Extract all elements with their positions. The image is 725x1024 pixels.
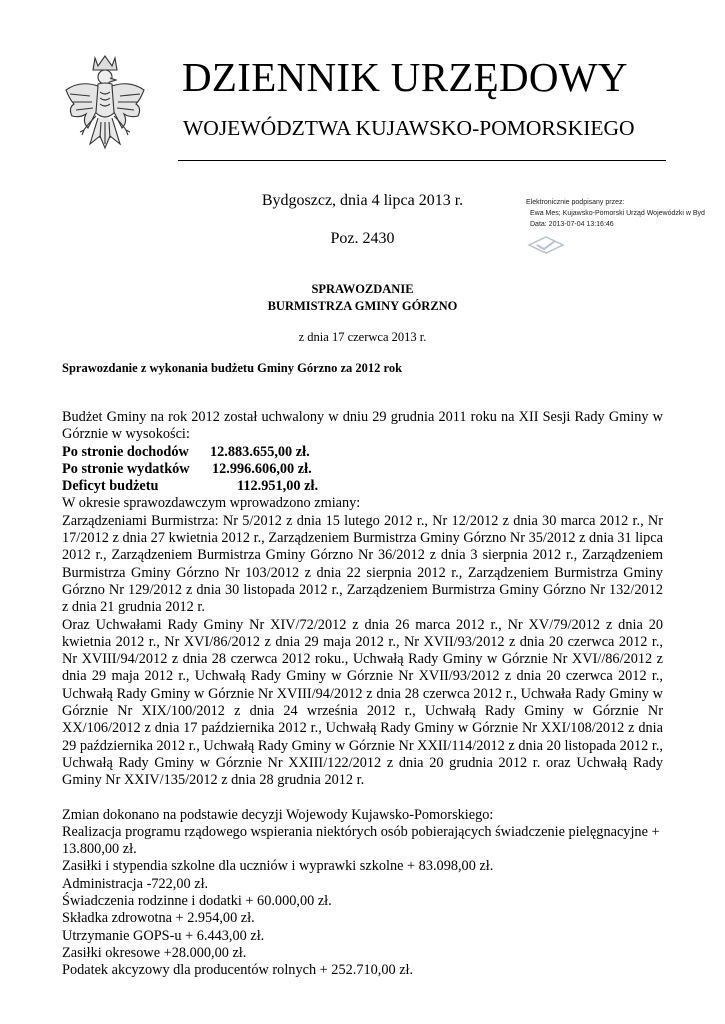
list-item: Zasiłki okresowe +28.000,00 zł. — [62, 944, 247, 961]
budget-label: Po stronie wydatków — [62, 460, 190, 477]
signature-date: Data: 2013-07-04 13:16:46 — [530, 221, 614, 228]
budget-row-income — [62, 444, 663, 461]
changes-intro: W okresie sprawozdawczym wprowadzono zmiany: — [62, 495, 361, 512]
budget-label: Po stronie dochodów — [62, 443, 189, 460]
coat-of-arms-emblem — [60, 52, 150, 164]
header-divider — [178, 160, 666, 161]
document-type-line1: SPRAWOZDANIE — [311, 282, 414, 296]
decision-list — [62, 807, 663, 980]
list-item: Podatek akcyzowy dla producentów rolnych + 252.710,00 zł. — [62, 962, 414, 979]
list-item: Administracja -722,00 zł. — [62, 875, 209, 892]
list-item: Świadczenia rodzinne i dodatki + 60.000,00 zł. — [62, 893, 332, 910]
signature-check-icon — [527, 235, 565, 255]
list-item: Zasiłki i stypendia szkolne dla uczniów i wyprawki szkolne + 83.098,00 zł. — [62, 858, 494, 875]
budget-value: 12.996.606,00 zł. — [212, 460, 312, 477]
signature-signer: Ewa Mes; Kujawsko-Pomorski Urząd Wojewódzki w Byd — [530, 210, 705, 217]
decision-intro: Zmian dokonano na podstawie decyzji Wojewody Kujawsko-Pomorskiego: — [62, 806, 494, 823]
paragraph-gap — [62, 790, 663, 807]
budget-label: Deficyt budżetu — [62, 478, 159, 495]
list-item: Składka zdrowotna + 2.954,00 zł. — [62, 910, 255, 927]
list-item: Utrzymanie GOPS-u + 6.443,00 zł. — [62, 927, 265, 944]
uchwaly-paragraph: Oraz Uchwałami Rady Gminy Nr XIV/72/2012 z dnia 26 marca 2012 r., Nr XV/79/2012 z dnia 20 kwietnia 2012 r., Nr XVI/86/2012 z dnia 29 maja 2012 r., Nr XVII/93/2012 z dnia 20 czerwca 2012 r., Nr XVIII/94/2012 z dnia 28 czerwca 2012 roku., Uchwałą Rady Gminy w Górznie Nr XVI//86/2012 z dnia 29 maja 2012 r., Uchwałą Rady Gminy w Górznie Nr XVII/93/2012 z dnia 20 czerwca 2012 r., Uchwałą Rady Gminy w Górznie Nr XVIII/94/2012 z dnia 28 czerwca 2012 r., Uchwała Rady Gminy w Górznie Nr XIX/100/2012 z dnia 24 września 2012 r., Uchwałą Rady Gminy w Górznie Nr XX/106/2012 z dnia 17 października 2012 r., Uchwałą Rady Gminy w Górznie Nr XXI/108/2012 z dnia 29 października 2012 r., Uchwałą Rady Gminy w Górznie Nr XXII/114/2012 z dnia 20 listopada 2012 r., Uchwałą Rady Gminy w Górznie Nr XXIII/122/2012 z dnia 20 grudnia 2012 r. oraz Uchwałą Rady Gminy Nr XXIV/135/2012 z dnia 28 grudnia 2012 r. — [62, 616, 663, 789]
budget-row-deficit — [62, 478, 663, 495]
document-heading: Sprawozdanie z wykonania budżetu Gminy Górzno za 2012 rok — [62, 361, 403, 375]
position-number: Poz. 2430 — [330, 230, 395, 247]
journal-subtitle: WOJEWÓDZTWA KUJAWSKO-POMORSKIEGO — [183, 116, 635, 140]
place-date: Bydgoszcz, dnia 4 lipca 2013 r. — [261, 192, 464, 209]
intro-paragraph: Budżet Gminy na rok 2012 został uchwalony w dniu 29 grudnia 2011 roku na XII Sesji Rady Gminy w Górznie w wysokości: — [62, 409, 663, 443]
signature-label: Elektronicznie podpisany przez: — [526, 199, 625, 206]
budget-value: 112.951,00 zł. — [237, 478, 319, 495]
list-item: Realizacja programu rządowego wspierania niektórych osób pobierających świadczenie pielęgnacyjne + 13.800,00 zł. — [62, 823, 660, 858]
document-date: z dnia 17 czerwca 2013 r. — [298, 330, 427, 344]
journal-title: DZIENNIK URZĘDOWY — [182, 54, 628, 100]
document-type — [0, 281, 725, 315]
budget-row-expenses — [62, 461, 663, 478]
electronic-signature — [526, 197, 705, 230]
zarzadzenia-paragraph: Zarządzeniami Burmistrza: Nr 5/2012 z dnia 15 lutego 2012 r., Nr 12/2012 z dnia 30 marca 2012 r., Nr 17/2012 z dnia 27 kwietnia 2012 r., Zarządzeniem Burmistrza Gminy Górzno Nr 35/2012 z dnia 31 lipca 2012 r., Zarządzeniem Burmistrza Gminy Górzno Nr 36/2012 z dnia 3 sierpnia 2012 r., Zarządzeniem Burmistrza Gminy Górzno Nr 103/2012 z dnia 22 sierpnia 2012 r., Zarządzeniem Burmistrza Gminy Górzno Nr 129/2012 z dnia 30 listopada 2012 r., Zarządzeniem Burmistrza Gminy Górzno Nr 132/2012 z dnia 21 grudnia 2012 r. — [62, 512, 663, 616]
budget-value: 12.883.655,00 zł. — [210, 443, 310, 460]
document-body — [62, 409, 663, 980]
document-type-line2: BURMISTRZA GMINY GÓRZNO — [267, 299, 458, 313]
